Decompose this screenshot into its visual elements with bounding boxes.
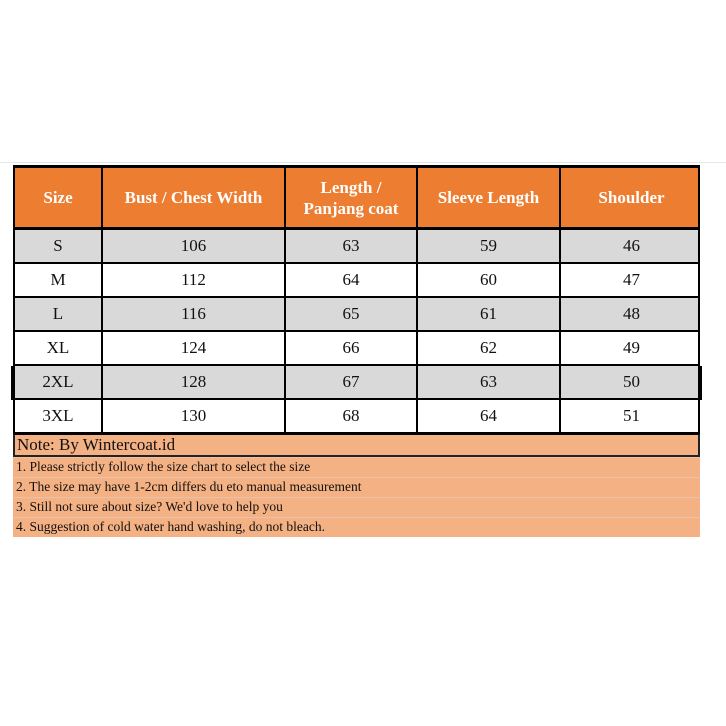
header-length: Length / Panjang coat	[286, 168, 418, 227]
header-size: Size	[15, 168, 103, 227]
note-item: 3. Still not sure about size? We'd love to help you	[13, 497, 700, 517]
note-item: 4. Suggestion of cold water hand washing, do not bleach.	[13, 517, 700, 537]
table-row	[13, 230, 700, 264]
cell-size: 3XL	[15, 400, 103, 432]
cell-sleeve: 59	[418, 230, 561, 262]
cell-shoulder: 49	[623, 338, 640, 357]
cell-shoulder: 51	[623, 406, 640, 425]
size-chart	[13, 165, 700, 537]
table-row	[13, 298, 700, 332]
cell-bust: 106	[103, 230, 286, 262]
cell-sleeve: 61	[418, 298, 561, 330]
cell-length: 64	[286, 264, 418, 296]
cell-length: 65	[286, 298, 418, 330]
note-title: Note: By Wintercoat.id	[13, 434, 700, 457]
note-item: 2. The size may have 1-2cm differs du eto manual measurement	[13, 477, 700, 497]
cell-shoulder: 48	[623, 304, 640, 323]
cell-shoulder: 46	[623, 236, 640, 255]
header-row	[13, 168, 700, 230]
table-row	[13, 400, 700, 434]
cell-bust: 128	[103, 366, 286, 398]
header-shoulder: Shoulder	[598, 188, 665, 207]
cell-size: S	[15, 230, 103, 262]
cell-bust: 112	[103, 264, 286, 296]
header-bust: Bust / Chest Width	[103, 168, 286, 227]
header-sleeve: Sleeve Length	[418, 168, 561, 227]
cell-bust: 116	[103, 298, 286, 330]
table-row	[11, 366, 702, 400]
cell-sleeve: 64	[418, 400, 561, 432]
cell-bust: 124	[103, 332, 286, 364]
cell-size: M	[15, 264, 103, 296]
cell-size: XL	[15, 332, 103, 364]
cell-length: 68	[286, 400, 418, 432]
table-row	[13, 332, 700, 366]
table-row	[13, 264, 700, 298]
cell-size: 2XL	[15, 366, 103, 398]
cell-shoulder: 50	[623, 372, 640, 391]
cell-length: 66	[286, 332, 418, 364]
cell-sleeve: 60	[418, 264, 561, 296]
cell-bust: 130	[103, 400, 286, 432]
note-item: 1. Please strictly follow the size chart to select the size	[13, 457, 700, 477]
cell-length: 63	[286, 230, 418, 262]
divider	[0, 162, 726, 163]
cell-size: L	[15, 298, 103, 330]
cell-shoulder: 47	[623, 270, 640, 289]
cell-sleeve: 62	[418, 332, 561, 364]
cell-sleeve: 63	[418, 366, 561, 398]
cell-length: 67	[286, 366, 418, 398]
